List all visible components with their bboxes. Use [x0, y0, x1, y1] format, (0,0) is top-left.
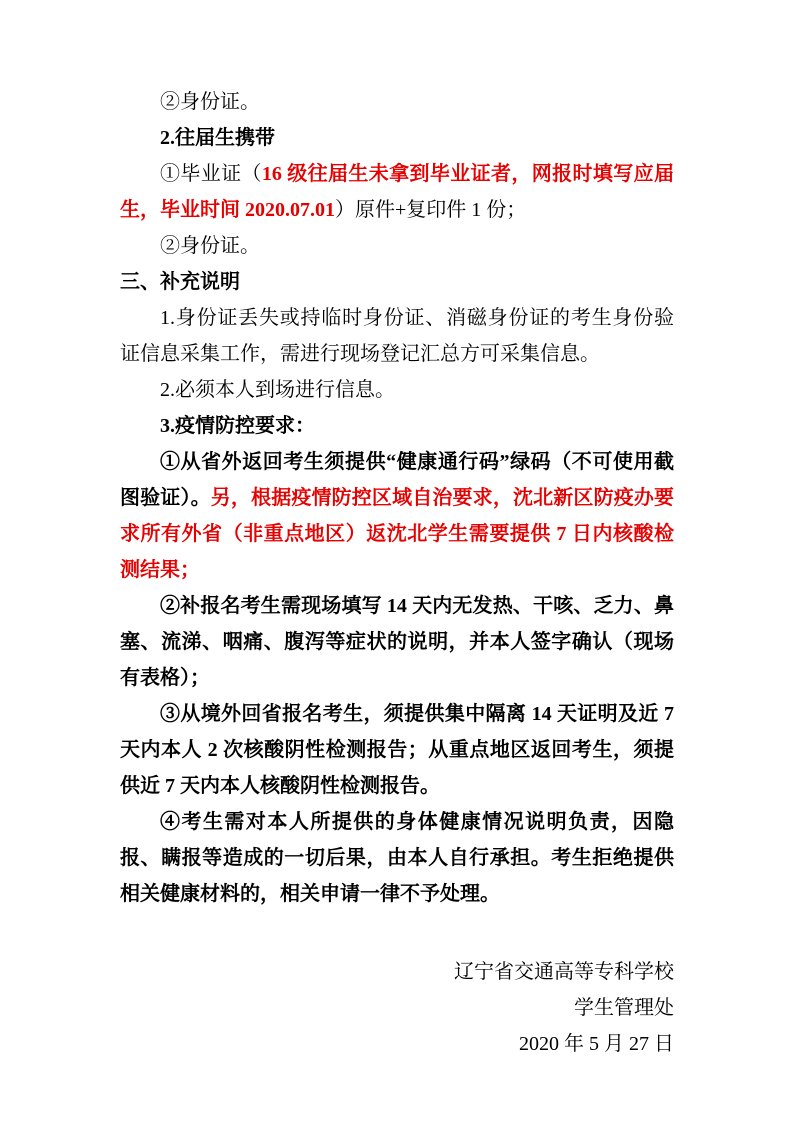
text-run: 2.往届生携带: [160, 127, 275, 149]
text-run: ②身份证。: [160, 91, 260, 113]
text-run: ①从省外返回考生须提供“健康通行码”绿码（不可使用截图验证）。: [120, 451, 674, 509]
text-run: 三、补充说明: [120, 271, 240, 293]
paragraph: [120, 300, 674, 372]
paragraph: [120, 84, 674, 120]
text-run: ②身份证。: [160, 235, 260, 257]
paragraph: [120, 804, 674, 912]
red-emphasis-run: 16 级往届生未拿到毕业证者，网报时填写应届生，毕业时间 2020.07.01: [120, 163, 674, 221]
red-emphasis-run: 另，根据疫情防控区域自治要求，沈北新区防疫办要求所有外省（非重点地区）返沈北学生需要提供 7 日内核酸检测结果；: [120, 487, 675, 581]
paragraph: [120, 588, 674, 696]
signature-org: 辽宁省交通高等专科学校: [454, 961, 674, 983]
paragraph: [120, 408, 674, 444]
paragraphs: [120, 84, 674, 912]
text-run: 2.必须本人到场进行信息。: [160, 379, 395, 401]
text-run: ①毕业证（: [160, 163, 262, 185]
section-heading: [120, 264, 674, 300]
paragraph: [120, 228, 674, 264]
text-run: ③从境外回省报名考生，须提供集中隔离 14 天证明及近 7 天内本人 2 次核酸阴性检测报告；从重点地区返回考生，须提供近 7 天内本人核酸阴性检测报告。: [120, 703, 674, 797]
paragraph: [120, 372, 674, 408]
text-run: 3.疫情防控要求：: [160, 415, 315, 437]
text-run: 1.身份证丢失或持临时身份证、消磁身份证的考生身份验证信息采集工作，需进行现场登记汇总方可采集信息。: [120, 307, 674, 365]
paragraph: [120, 120, 674, 156]
text-run: ②补报名考生需现场填写 14 天内无发热、干咳、乏力、鼻塞、流涕、咽痛、腹泻等症状的说明，并本人签字确认（现场有表格）；: [120, 595, 674, 689]
paragraph: [120, 156, 674, 228]
document-content: [120, 0, 674, 1062]
signature-date: 2020 年 5 月 27 日: [519, 1033, 674, 1055]
text-run: ④考生需对本人所提供的身体健康情况说明负责，因隐报、瞒报等造成的一切后果，由本人自行承担。考生拒绝提供相关健康材料的，相关申请一律不予处理。: [120, 811, 674, 905]
paragraph: [120, 444, 674, 588]
paragraph: [120, 696, 674, 804]
signature-block: [120, 954, 674, 1062]
text-run: ）原件+复印件 1 份；: [335, 199, 527, 221]
signature-dept: 学生管理处: [574, 997, 674, 1019]
